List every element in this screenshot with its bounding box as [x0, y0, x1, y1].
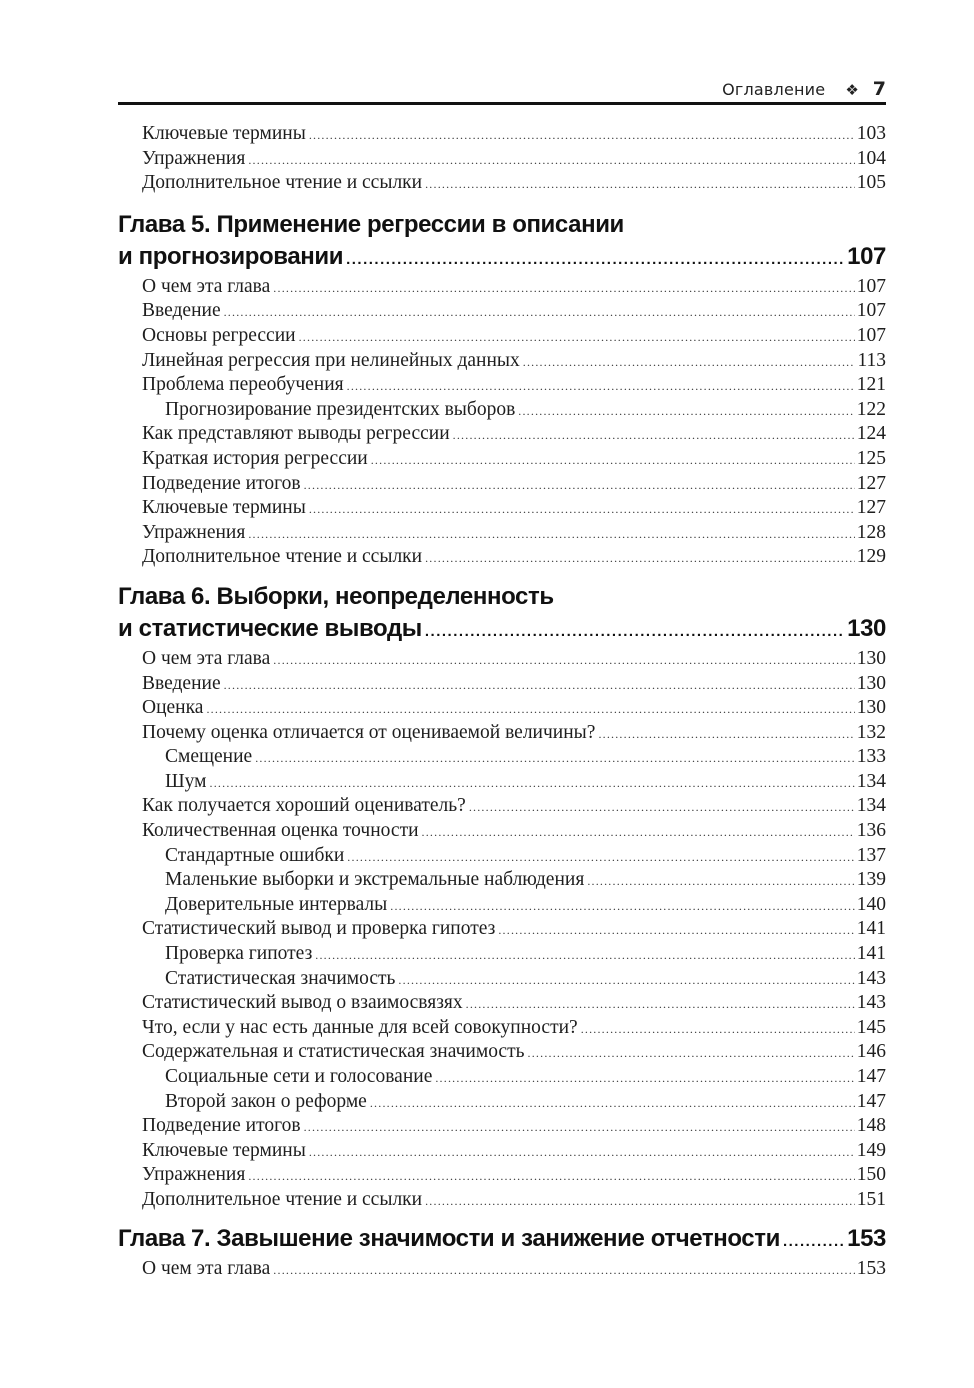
toc-subentry[interactable]: Социальные сети и голосование ..... 147	[118, 1065, 886, 1090]
dot-leader	[346, 244, 845, 273]
dot-leader	[390, 894, 854, 918]
toc-entry[interactable]: Дополнительное чтение и ссылки ..... 129	[118, 545, 886, 570]
dot-leader	[425, 616, 845, 645]
dot-leader	[309, 123, 855, 147]
dot-leader	[315, 943, 854, 967]
toc-entry[interactable]: Ключевые термины ..... 149	[118, 1139, 886, 1164]
chapter-heading-5[interactable]: Глава 5. Применение регрессии в описании и прогнозировании ..... 107	[118, 209, 886, 273]
dot-leader	[371, 448, 855, 472]
dot-leader	[370, 1091, 855, 1115]
dot-leader	[248, 522, 854, 546]
dot-leader	[425, 172, 855, 196]
toc-subentry[interactable]: Доверительные интервалы ..... 140	[118, 893, 886, 918]
dot-leader	[466, 992, 855, 1016]
dot-leader	[425, 546, 855, 570]
dot-leader	[304, 1115, 855, 1139]
toc-entry[interactable]: Содержательная и статистическая значимость ..... 146	[118, 1040, 886, 1065]
chapter-heading-7[interactable]: Глава 7. Завышение значимости и занижение отчетности ..... 153	[118, 1223, 886, 1255]
dot-leader	[309, 1140, 855, 1164]
chapter-heading-6[interactable]: Глава 6. Выборки, неопределенность и статистические выводы ..... 130	[118, 581, 886, 645]
toc-entry[interactable]: Ключевые термины ..... 103	[118, 122, 886, 147]
dot-leader	[518, 399, 854, 423]
toc-entry[interactable]: Проблема переобучения ..... 121	[118, 373, 886, 398]
table-of-contents	[118, 122, 886, 1281]
toc-entry[interactable]: Основы регрессии ..... 107	[118, 324, 886, 349]
toc-entry[interactable]: Упражнения ..... 150	[118, 1163, 886, 1188]
dot-leader	[469, 795, 855, 819]
dot-leader	[453, 423, 855, 447]
dot-leader	[587, 869, 854, 893]
toc-entry[interactable]: Введение ..... 107	[118, 299, 886, 324]
toc-subentry[interactable]: Второй закон о реформе ..... 147	[118, 1090, 886, 1115]
toc-entry[interactable]: О чем эта глава ..... 107	[118, 275, 886, 300]
dot-leader	[347, 845, 854, 869]
dot-leader	[206, 697, 854, 721]
dot-leader	[224, 300, 855, 324]
dot-leader	[425, 1189, 855, 1213]
dot-leader	[273, 648, 854, 672]
dot-leader	[248, 148, 854, 172]
running-head	[722, 78, 886, 100]
toc-entry[interactable]: Подведение итогов ..... 148	[118, 1114, 886, 1139]
toc-entry[interactable]: Введение ..... 130	[118, 672, 886, 697]
toc-entry[interactable]: Подведение итогов ..... 127	[118, 472, 886, 497]
dot-leader	[273, 276, 854, 300]
dot-leader	[224, 673, 855, 697]
dot-leader	[523, 350, 856, 374]
dot-leader	[248, 1164, 854, 1188]
toc-subentry[interactable]: Прогнозирование президентских выборов ..... 122	[118, 398, 886, 423]
dot-leader	[528, 1041, 855, 1065]
dot-leader	[304, 473, 855, 497]
toc-entry[interactable]: Статистический вывод о взаимосвязях ..... 143	[118, 991, 886, 1016]
dot-leader	[783, 1226, 845, 1255]
toc-entry[interactable]: Оценка ..... 130	[118, 696, 886, 721]
diamond-ornament-icon: ❖	[845, 81, 859, 99]
toc-entry[interactable]: Как получается хороший оцениватель? ..... 134	[118, 794, 886, 819]
toc-entry[interactable]: Дополнительное чтение и ссылки ..... 105	[118, 171, 886, 196]
toc-entry[interactable]: О чем эта глава ..... 130	[118, 647, 886, 672]
toc-entry[interactable]: Почему оценка отличается от оцениваемой величины? ..... 132	[118, 721, 886, 746]
toc-entry[interactable]: Линейная регрессия при нелинейных данных ..... 113	[118, 349, 886, 374]
toc-entry[interactable]: Упражнения ..... 104	[118, 147, 886, 172]
page-number: 7	[872, 78, 886, 100]
dot-leader	[347, 374, 855, 398]
dot-leader	[299, 325, 855, 349]
toc-entry[interactable]: Статистический вывод и проверка гипотез ..... 141	[118, 917, 886, 942]
toc-entry[interactable]: Краткая история регрессии ..... 125	[118, 447, 886, 472]
dot-leader	[255, 746, 855, 770]
dot-leader	[210, 771, 855, 795]
toc-subentry[interactable]: Маленькие выборки и экстремальные наблюдения ..... 139	[118, 868, 886, 893]
toc-subentry[interactable]: Шум ..... 134	[118, 770, 886, 795]
toc-subentry[interactable]: Статистическая значимость ..... 143	[118, 967, 886, 992]
dot-leader	[598, 722, 854, 746]
toc-entry[interactable]: Дополнительное чтение и ссылки ..... 151	[118, 1188, 886, 1213]
dot-leader	[422, 820, 855, 844]
dot-leader	[435, 1066, 854, 1090]
toc-subentry[interactable]: Смещение ..... 133	[118, 745, 886, 770]
toc-entry[interactable]: Ключевые термины ..... 127	[118, 496, 886, 521]
dot-leader	[273, 1258, 854, 1282]
toc-entry[interactable]: Упражнения ..... 128	[118, 521, 886, 546]
toc-entry[interactable]: О чем эта глава ..... 153	[118, 1257, 886, 1282]
running-head-section: Оглавление	[722, 80, 826, 99]
header-rule	[118, 102, 886, 105]
dot-leader	[581, 1017, 855, 1041]
dot-leader	[398, 968, 854, 992]
toc-entry[interactable]: Как представляют выводы регрессии ..... 124	[118, 422, 886, 447]
toc-subentry[interactable]: Стандартные ошибки ..... 137	[118, 844, 886, 869]
dot-leader	[309, 497, 855, 521]
toc-entry[interactable]: Что, если у нас есть данные для всей совокупности? ..... 145	[118, 1016, 886, 1041]
toc-entry[interactable]: Количественная оценка точности ..... 136	[118, 819, 886, 844]
toc-subentry[interactable]: Проверка гипотез ..... 141	[118, 942, 886, 967]
dot-leader	[498, 918, 854, 942]
